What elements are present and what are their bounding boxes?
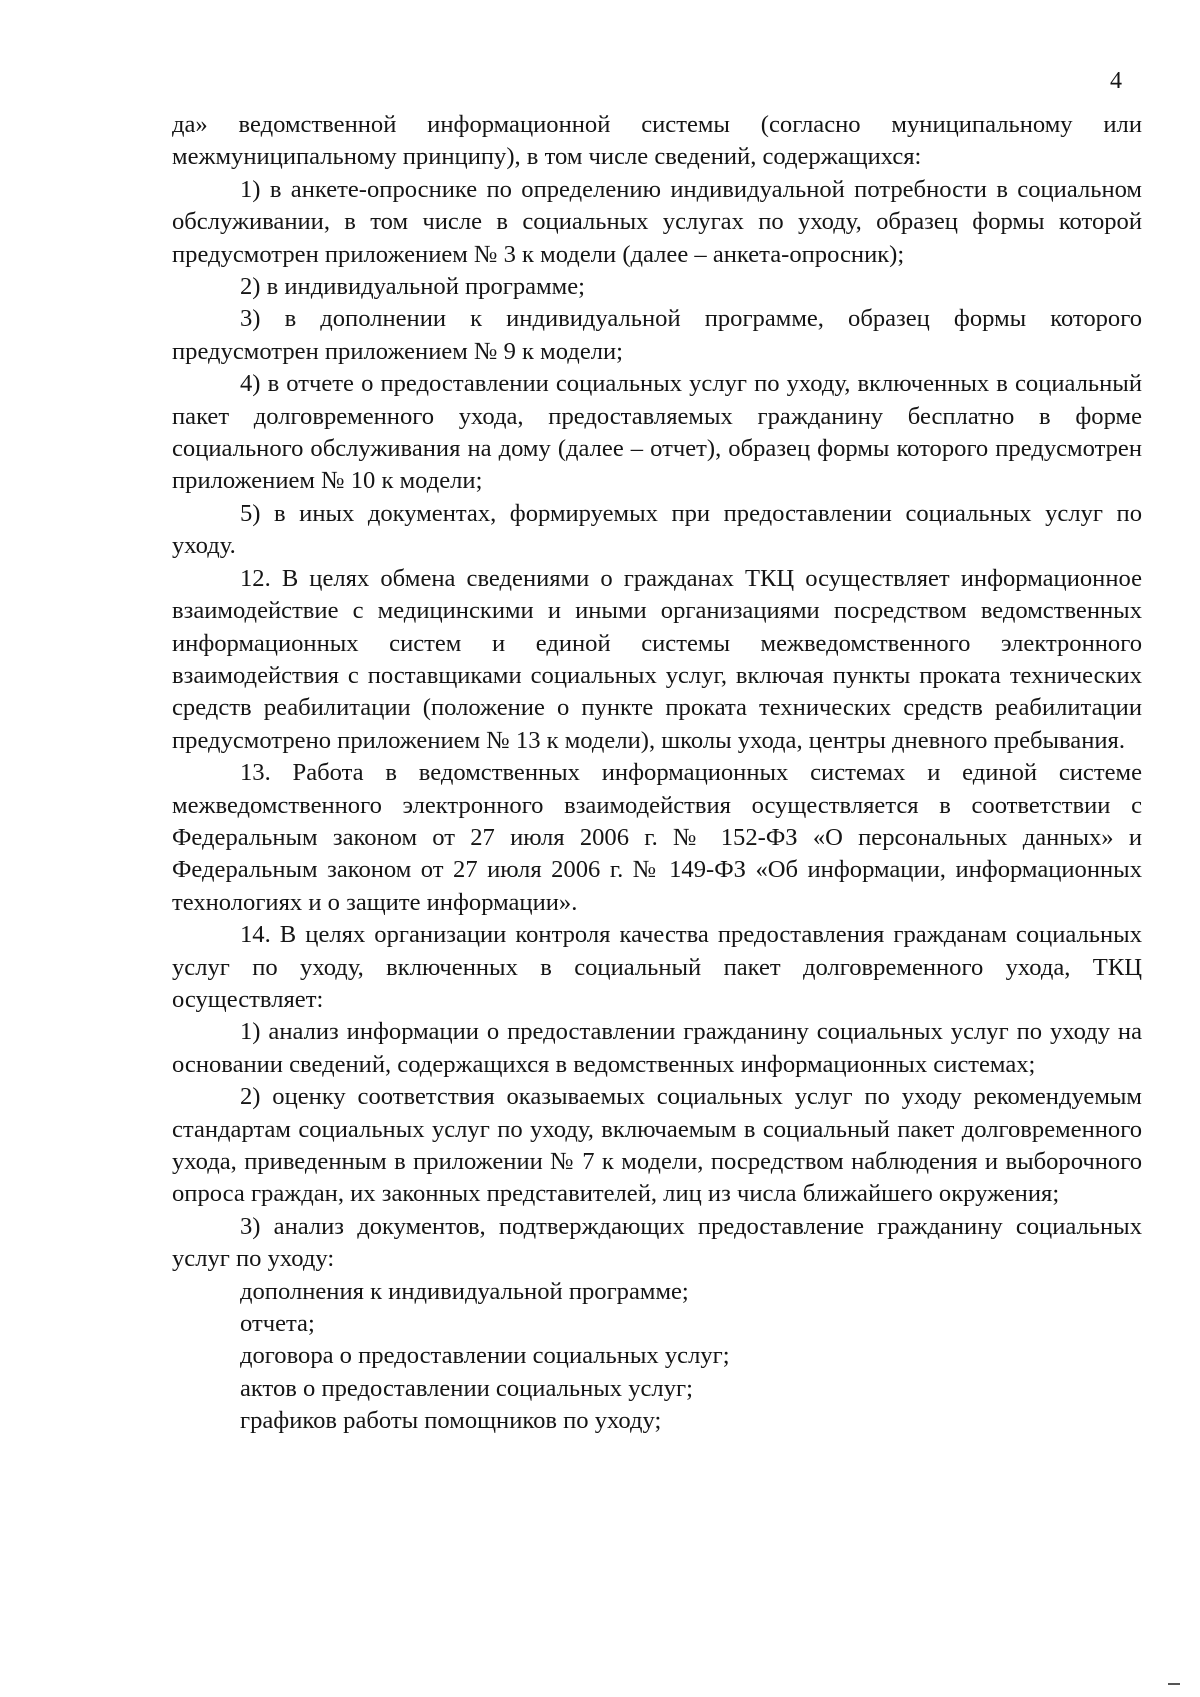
document-body (172, 109, 1142, 1438)
paragraph-item-3: 3) в дополнении к индивидуальной программе, образец формы которого предусмотрен приложением № 9 к модели; (172, 305, 1142, 365)
paragraph-clause-14: 14. В целях организации контроля качества предоставления гражданам социальных услуг по уходу, включенных в социальный пакет долговременного ухода, ТКЦ осуществляет: (172, 921, 1142, 1013)
page-number: 4 (1110, 68, 1122, 94)
list-item: договора о предоставлении социальных услуг; (240, 1342, 730, 1370)
list-item: актов о предоставлении социальных услуг; (240, 1374, 693, 1402)
paragraph-item-2: 2) в индивидуальной программе; (240, 273, 585, 301)
paragraph-clause-14-item-2: 2) оценку соответствия оказываемых социальных услуг по уходу рекомендуемым стандартам социальных услуг по уходу, включаемым в социальный пакет долговременного ухода, приведенным в приложении № 7 к модели, посредством наблюдения и выборочного опроса граждан, их законных представителей, лиц из числа ближайшего окружения; (172, 1083, 1142, 1208)
paragraph-item-1: 1) в анкете-опроснике по определению индивидуальной потребности в социальном обслуживании, в том числе в социальных услугах по уходу, образец формы которой предусмотрен приложением № 3 к модели (далее – анкета-опросник); (172, 175, 1142, 268)
paragraph-clause-12: 12. В целях обмена сведениями о гражданах ТКЦ осуществляет информационное взаимодействие с медицинскими и иными организациями посредством ведомственных информационных систем и единой системы межведомственного электронного взаимодействия с поставщиками социальных услуг, включая пункты проката технических средств реабилитации (положение о пункте проката технических средств реабилитации предусмотрено приложением № 13 к модели), школы ухода, центры дневного пребывания. (172, 564, 1142, 754)
list-item: отчета; (240, 1310, 315, 1338)
paragraph-continuation: да» ведомственной информационной системы (согласно муниципальному или межмуниципальному принципу), в том числе сведений, содержащихся: (172, 111, 1142, 171)
paragraph-clause-14-item-3: 3) анализ документов, подтверждающих предоставление гражданину социальных услуг по уходу: (172, 1212, 1142, 1273)
list-item: дополнения к индивидуальной программе; (240, 1277, 689, 1305)
paragraph-item-5: 5) в иных документах, формируемых при предоставлении социальных услуг по уходу. (172, 499, 1142, 560)
paragraph-clause-13: 13. Работа в ведомственных информационных системах и единой системе межведомственного электронного взаимодействия осуществляется в соответствии с Федеральным законом от 27 июля 2006 г. № 152-ФЗ «О персональных данных» и Федеральным законом от 27 июля 2006 г. № 149-ФЗ «Об информации, информационных технологиях и о защите информации». (172, 759, 1142, 916)
paragraph-clause-14-item-1: 1) анализ информации о предоставлении гражданину социальных услуг по уходу на основании сведений, содержащихся в ведомственных информационных системах; (172, 1018, 1142, 1078)
paragraph-item-4: 4) в отчете о предоставлении социальных услуг по уходу, включенных в социальный пакет долговременного ухода, предоставляемых гражданину бесплатно в форме социального обслуживания на дому (далее – отчет), образец формы которого предусмотрен приложением № 10 к модели; (172, 370, 1142, 495)
scan-artifact-mark (1168, 1683, 1180, 1685)
list-item: графиков работы помощников по уходу; (240, 1407, 662, 1435)
